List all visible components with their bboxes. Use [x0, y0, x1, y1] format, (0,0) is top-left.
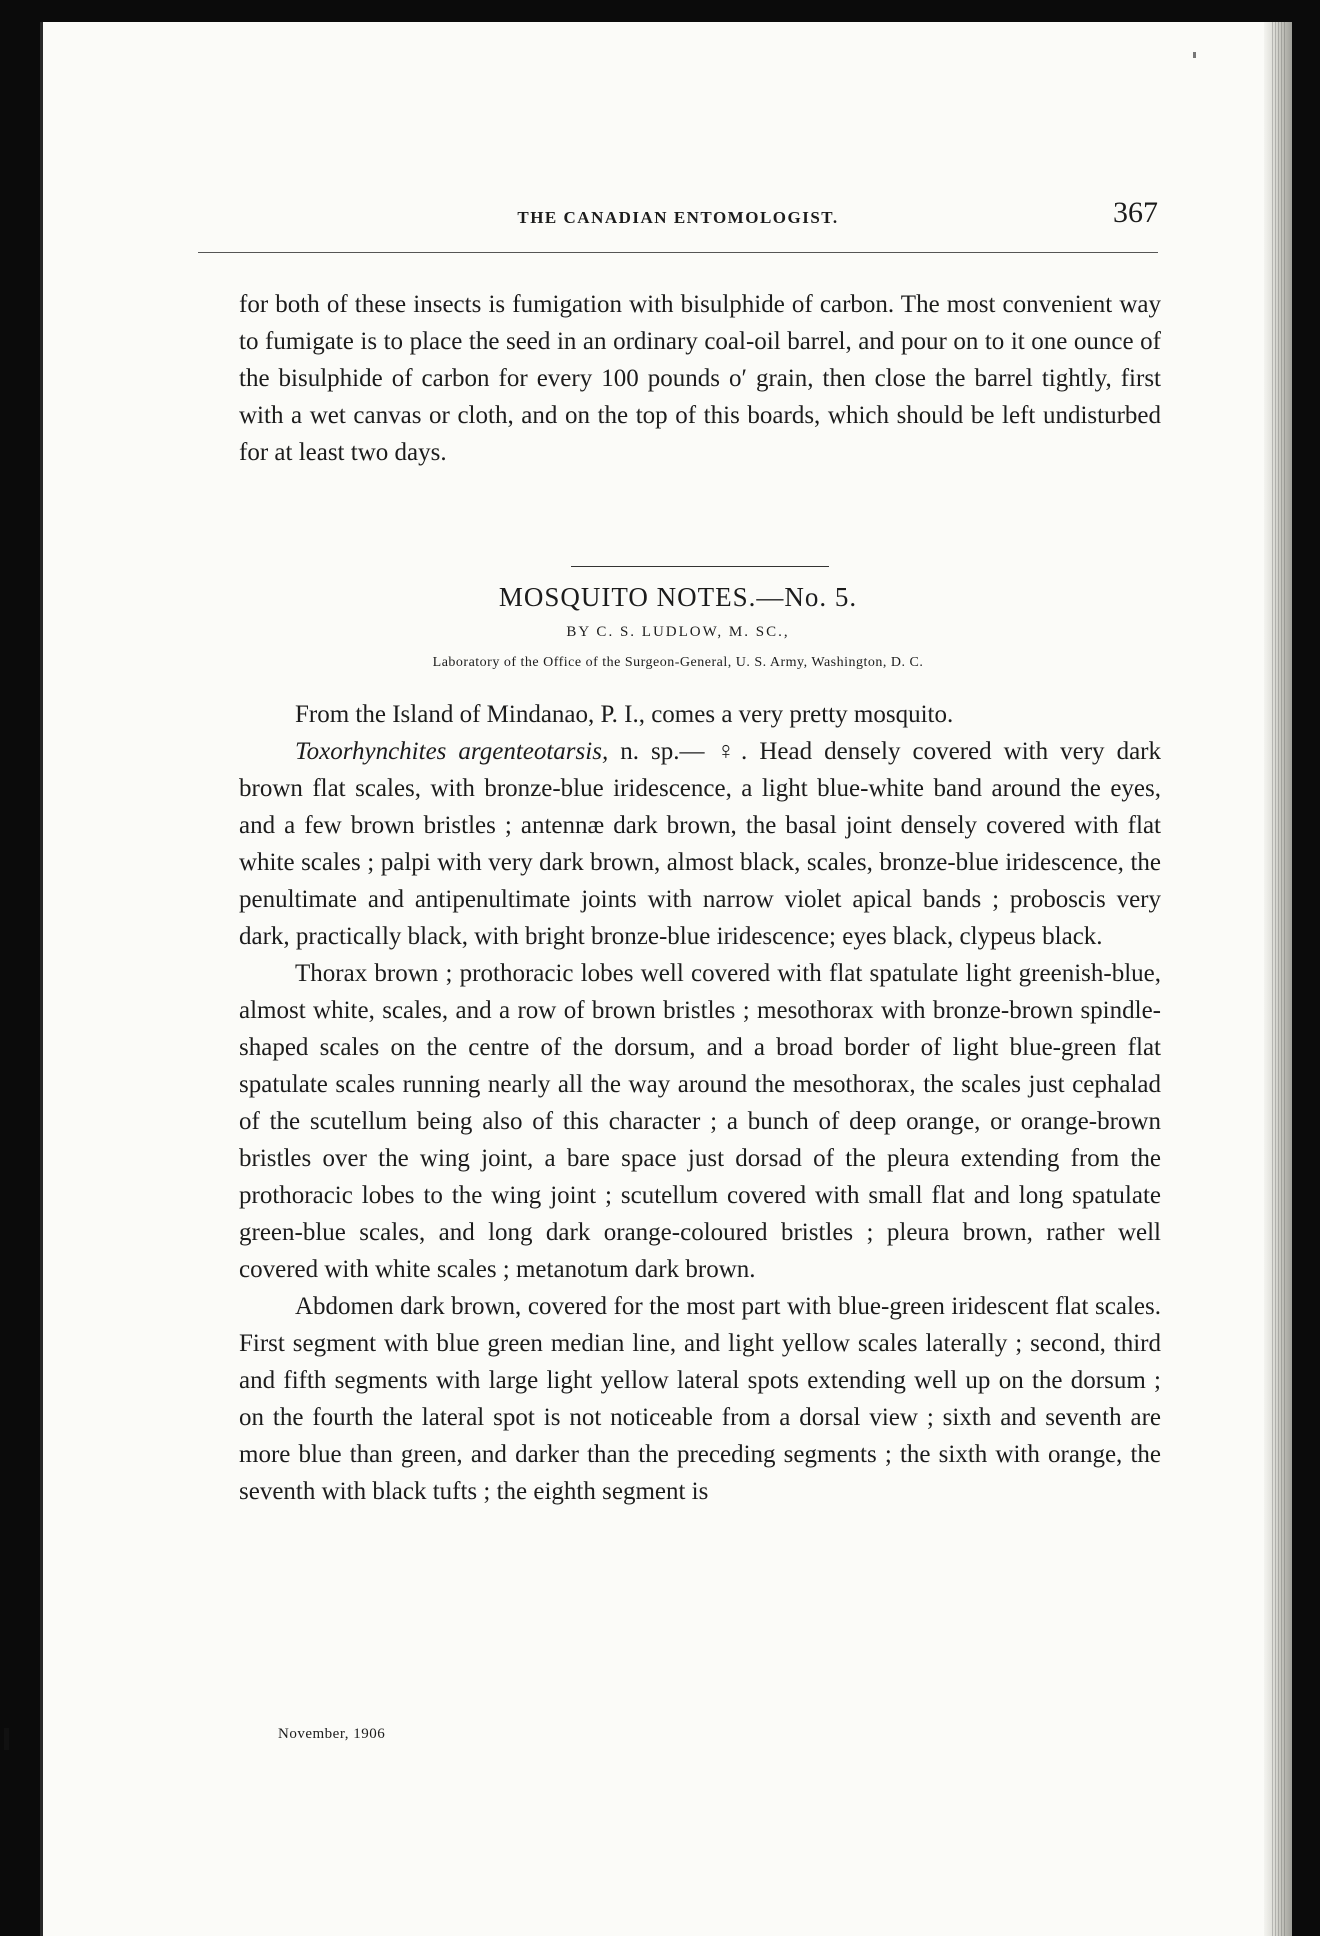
- page-number: 367: [1113, 196, 1158, 229]
- section-separator: [571, 566, 829, 567]
- thorax-paragraph: Thorax brown ; prothoracic lobes well covered with flat spatulate light greenish-blue, almost white, scales, and a row of brown bristles ; mesothorax with bronze-brown spindle-shaped scales on the centre of the dorsum, and a broad border of light blue-green flat spatulate scales running nearly all the way around the mesothorax, the scales just cephalad of the scutellum being also of this character ; a bunch of deep orange, or orange-brown bristles over the wing joint, a bare space just dorsad of the pleura extending from the prothoracic lobes to the wing joint ; scutellum covered with small flat and long spatulate green-blue scales, and long dark orange-coloured bristles ; pleura brown, rather well covered with white scales ; metanotum dark brown.: [239, 960, 1161, 1283]
- abdomen-paragraph: Abdomen dark brown, covered for the most part with blue-green iridescent flat scales. First segment with blue green median line, and light yellow scales laterally ; second, third and fifth segments with large light yellow lateral spots extending well up on the dorsum ; on the fourth the lateral spot is not noticeable from a dorsal view ; sixth and seventh are more blue than green, and darker than the preceding segments ; the sixth with orange, the seventh with black tufts ; the eighth segment is: [239, 1293, 1161, 1505]
- intro-paragraph: From the Island of Mindanao, P. I., comes a very pretty mosquito.: [295, 701, 954, 728]
- species-name: Toxorhynchites argenteotarsis,: [295, 738, 609, 765]
- scan-speck: [1193, 52, 1196, 58]
- continuation-block: [239, 286, 1161, 471]
- margin-mark: [4, 1728, 9, 1750]
- article-body: [239, 696, 1161, 1510]
- species-description: n. sp.— ♀. Head densely covered with very dark brown flat scales, with bronze-blue iridescence, a light blue-white band around the eyes, and a few brown bristles ; antennæ dark brown, the basal joint densely covered with flat white scales ; palpi with very dark brown, almost black, scales, bronze-blue iridescence, the penultimate and antipenultimate joints with narrow violet apical bands ; proboscis very dark, practically black, with bright bronze-blue iridescence; eyes black, clypeus black.: [239, 738, 1161, 950]
- article-byline: BY C. S. LUDLOW, M. SC.,: [566, 624, 790, 640]
- page-edge-texture: [1272, 22, 1286, 1936]
- running-title: THE CANADIAN ENTOMOLOGIST.: [517, 208, 839, 227]
- header-rule: [198, 252, 1158, 253]
- article-affiliation: Laboratory of the Office of the Surgeon-General, U. S. Army, Washington, D. C.: [432, 655, 924, 670]
- running-header: [198, 182, 1158, 242]
- continuation-paragraph: for both of these insects is fumigation with bisulphide of carbon. The most convenient way to fumigate is to place the seed in an ordinary coal-oil barrel, and pour on to it one ounce of the bisulphide of carbon for every 100 pounds oʹ grain, then close the barrel tightly, first with a wet canvas or cloth, and on the top of this boards, which should be left undisturbed for at least two days.: [239, 291, 1161, 466]
- article-title: MOSQUITO NOTES.—No. 5.: [498, 582, 858, 612]
- species-paragraph: [239, 733, 1161, 955]
- page: [40, 22, 1292, 1936]
- footer-signature: November, 1906: [278, 1726, 386, 1742]
